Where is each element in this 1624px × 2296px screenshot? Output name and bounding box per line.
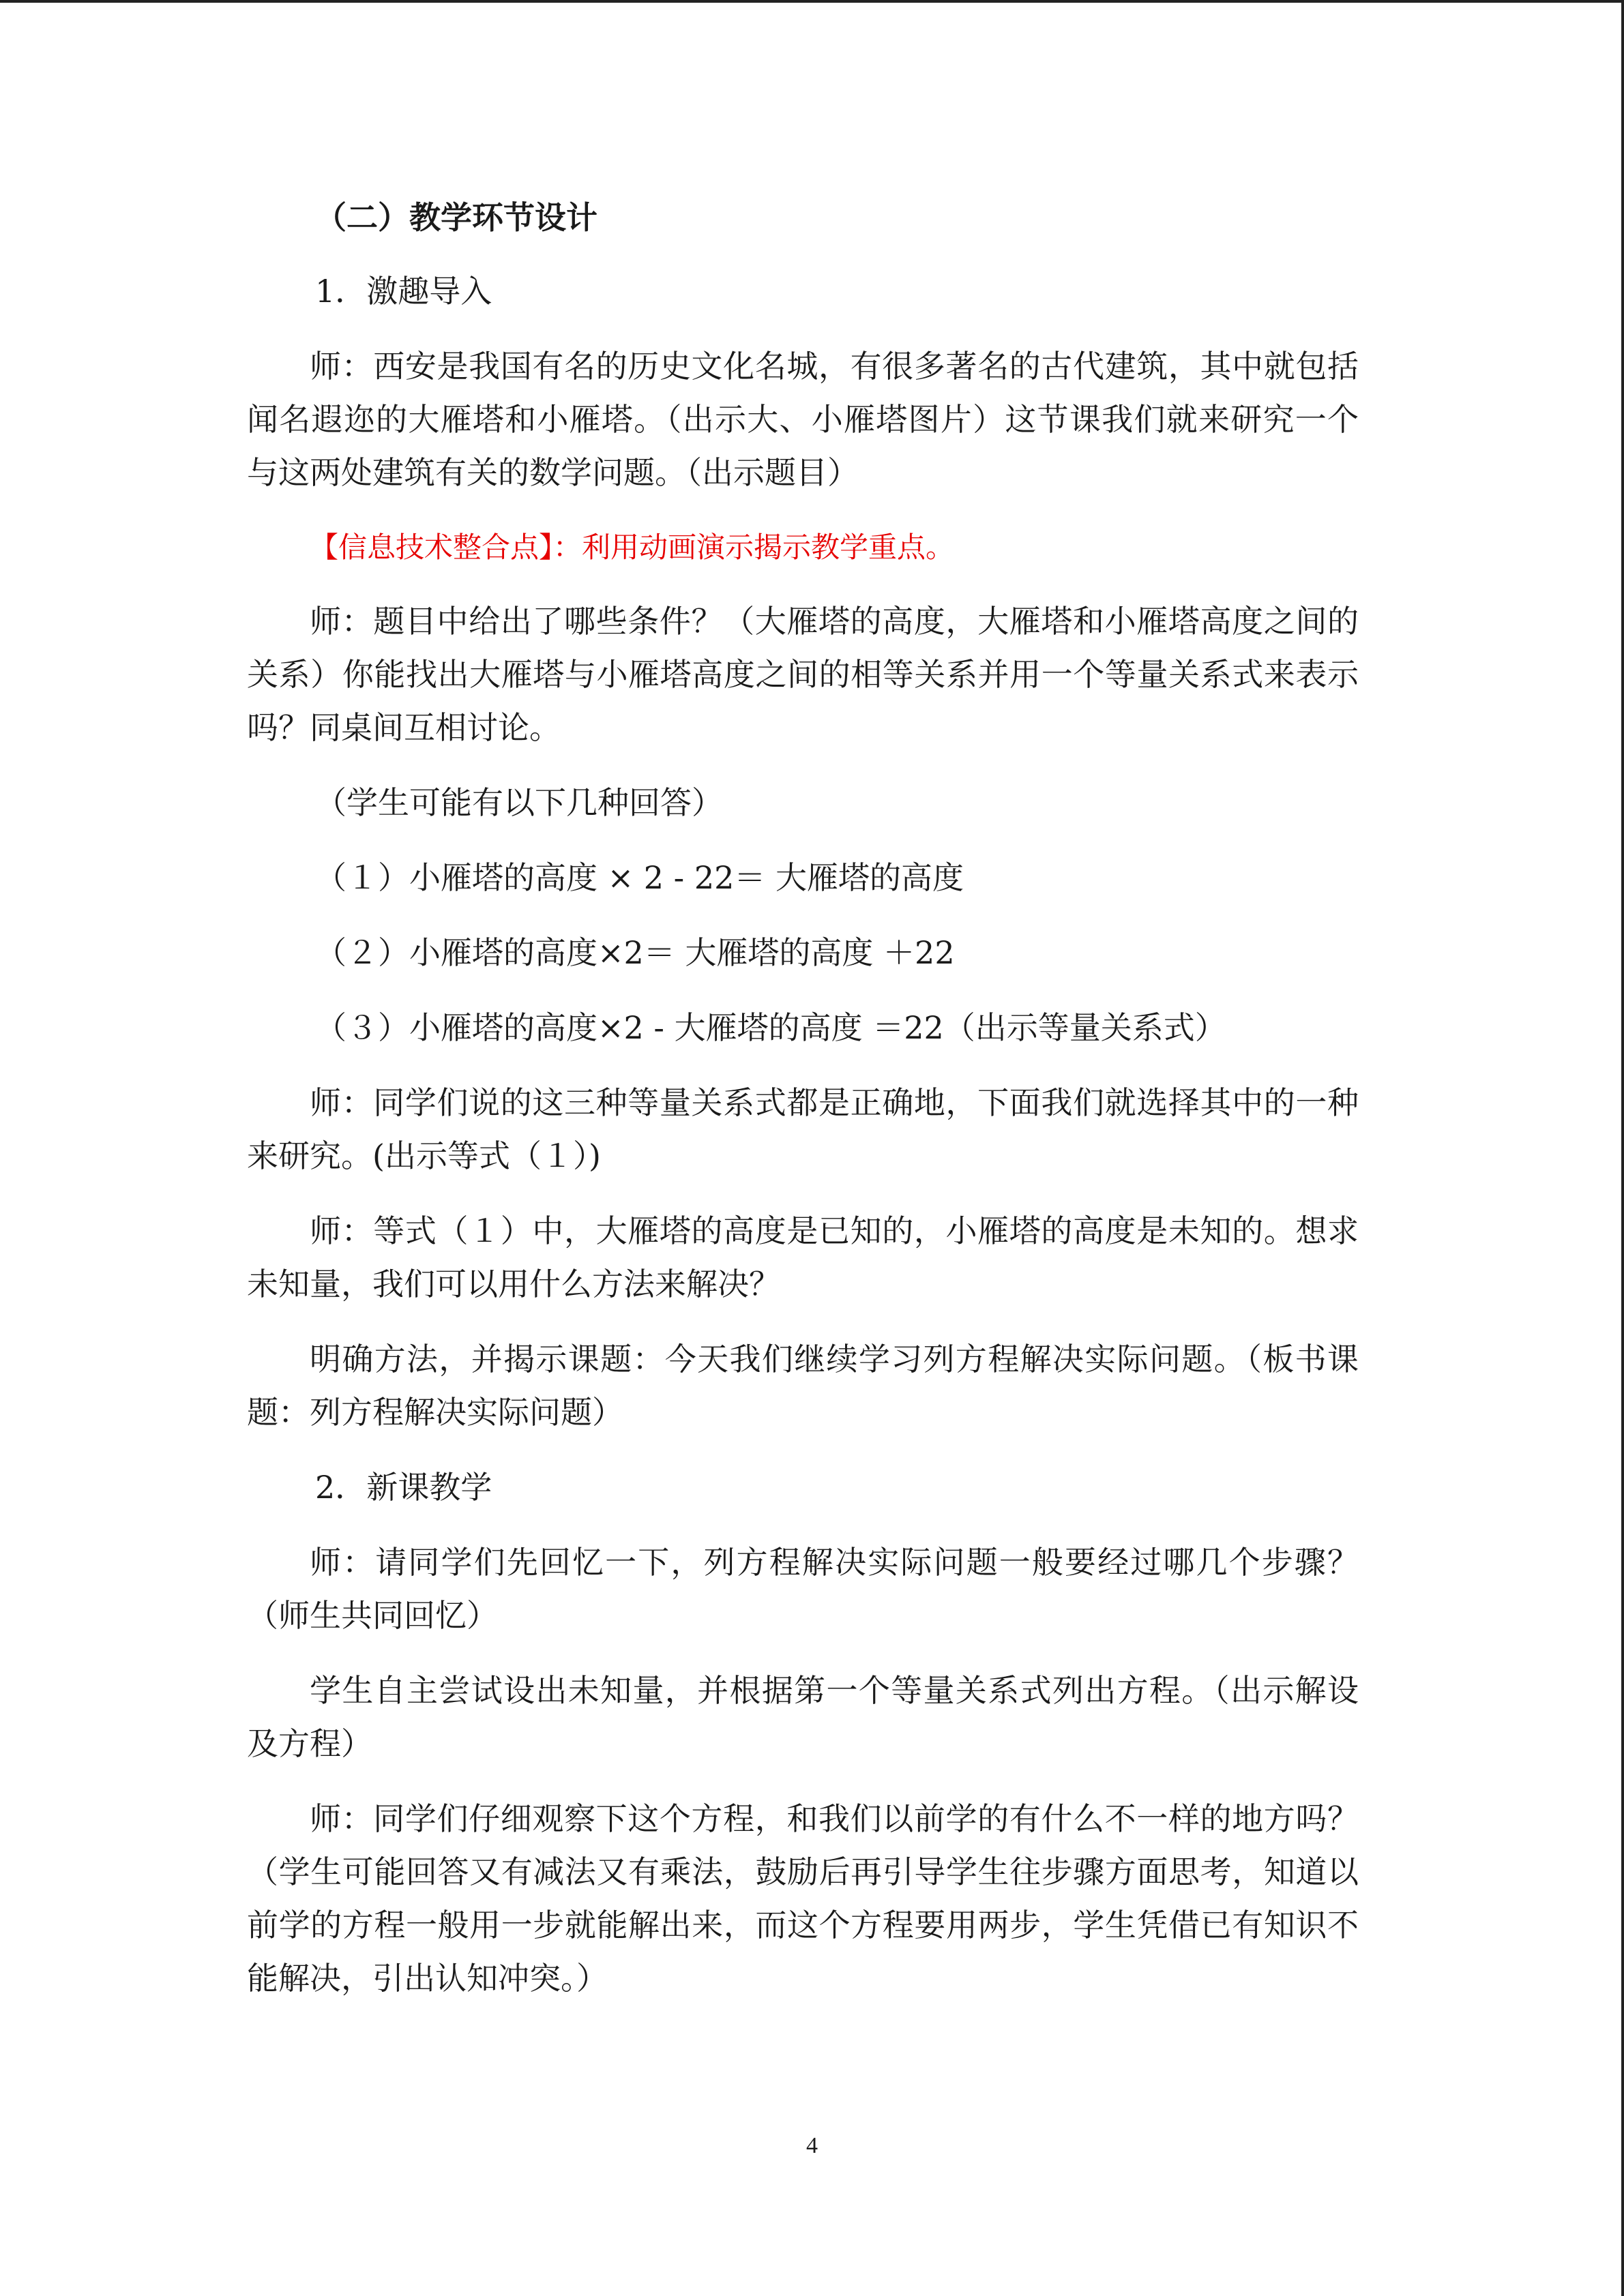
page-right-border [1621, 0, 1624, 2296]
page-number: 4 [806, 2133, 818, 2158]
paragraph-topic: 明确方法，并揭示课题：今天我们继续学习列方程解决实际问题。（板书课题：列方程解决实际问题） [247, 1341, 1359, 1431]
subsection-title-1: 1．激趣导入 [315, 273, 492, 310]
equation-3: （３）小雁塔的高度×2 - 大雁塔的高度 ＝22（出示等量关系式） [315, 1009, 1226, 1046]
section-heading: （二）教学环节设计 [315, 199, 597, 236]
answers-intro: （学生可能有以下几种回答） [315, 784, 723, 821]
page-top-border [0, 0, 1624, 3]
document-body [247, 191, 1359, 2005]
paragraph-choose-equation: 师：同学们说的这三种等量关系式都是正确地，下面我们就选择其中的一种来研究。(出示等式（１）) [247, 1084, 1359, 1174]
paragraph-recall-steps: 师：请同学们先回忆一下，列方程解决实际问题一般要经过哪几个步骤？（师生共同回忆） [247, 1544, 1359, 1634]
paragraph-student-attempt: 学生自主尝试设出未知量，并根据第一个等量关系式列出方程。（出示解设及方程） [247, 1672, 1359, 1762]
paragraph-conditions: 师：题目中给出了哪些条件？（大雁塔的高度，大雁塔和小雁塔高度之间的关系）你能找出大雁塔与小雁塔高度之间的相等关系并用一个等量关系式来表示吗？同桌间互相讨论。 [247, 603, 1359, 746]
subsection-title-2: 2．新课教学 [315, 1469, 492, 1506]
it-integration-note: 【信息技术整合点】：利用动画演示揭示教学重点。 [310, 531, 955, 564]
equation-2: （２）小雁塔的高度×2＝ 大雁塔的高度 ＋22 [315, 934, 955, 971]
equation-1: （１）小雁塔的高度 × 2 - 22＝ 大雁塔的高度 [315, 859, 964, 896]
paragraph-intro: 师：西安是我国有名的历史文化名城，有很多著名的古代建筑，其中就包括闻名遐迩的大雁塔和小雁塔。（出示大、小雁塔图片）这节课我们就来研究一个与这两处建筑有关的数学问题。（出示题目） [247, 348, 1359, 491]
paragraph-observe-equation: 师：同学们仔细观察下这个方程，和我们以前学的有什么不一样的地方吗？（学生可能回答又有减法又有乘法，鼓励后再引导学生往步骤方面思考，知道以前学的方程一般用一步就能解出来，而这个方程要用两步，学生凭借已有知识不能解决，引出认知冲突。） [247, 1800, 1359, 1997]
paragraph-unknown: 师：等式（１）中，大雁塔的高度是已知的，小雁塔的高度是未知的。想求未知量，我们可以用什么方法来解决？ [247, 1212, 1359, 1302]
